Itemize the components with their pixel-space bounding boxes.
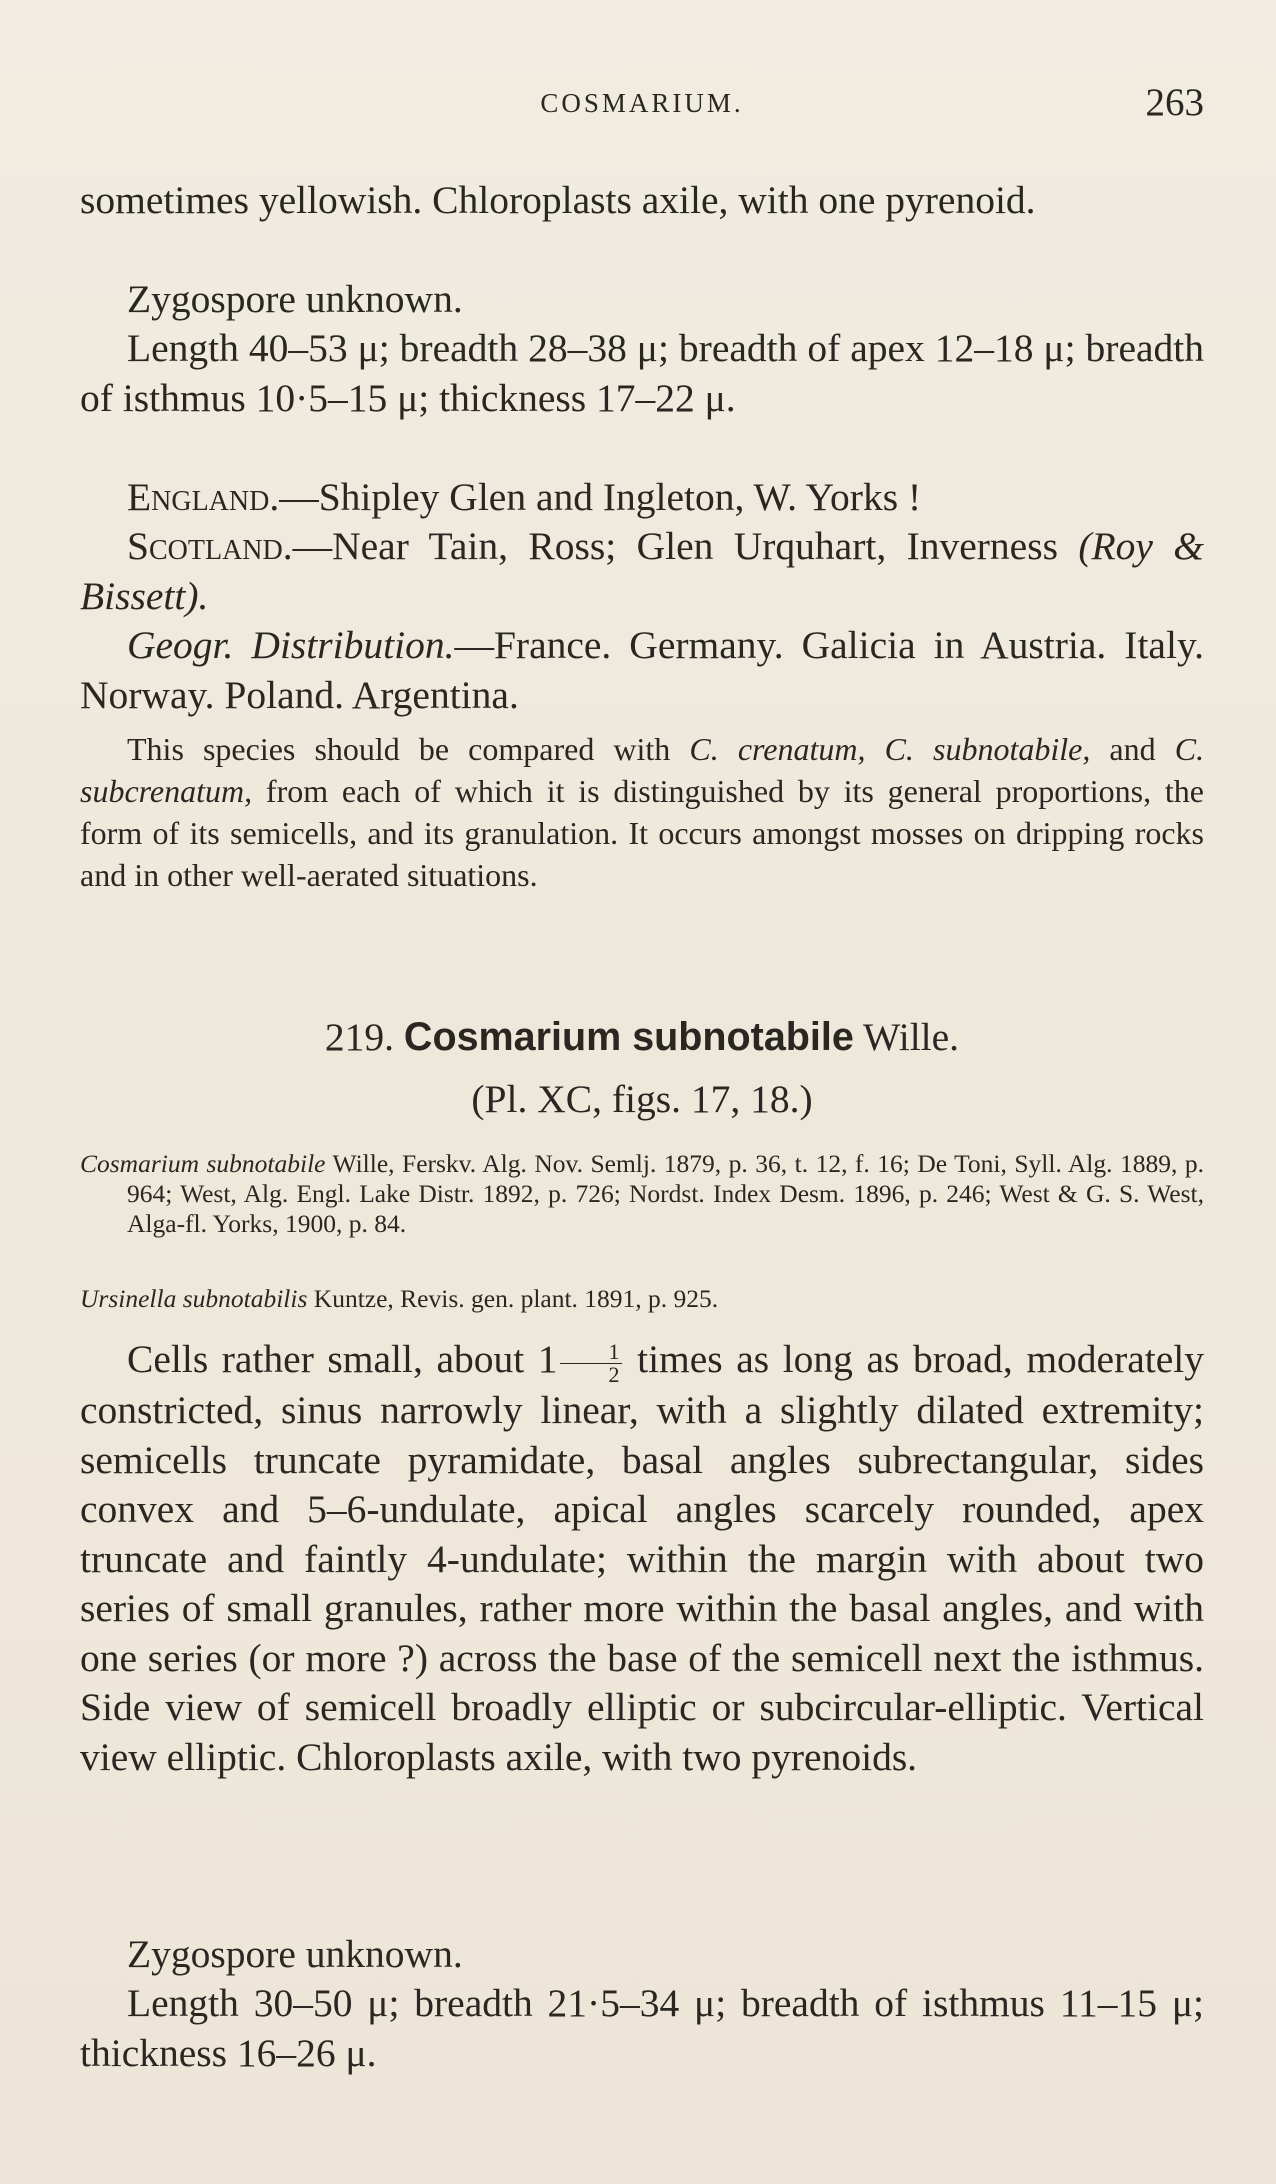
synonym-citation: Wille, Ferskv. Alg. Nov. Semlj. 1879, p. 36, t. 12, f. 16; De Toni, Syll. Alg. 1889, p. 964; West, Alg. Engl. Lake Distr. 1892, p. 726; Nordst. Index Desm. 1896, p. 246; West & G. S. West, Alga-fl. Yorks, 1900, p. 84. (127, 1149, 1204, 1238)
fraction-denominator: 2 (608, 1362, 620, 1387)
comparison-note (80, 728, 1204, 896)
note-taxa-2: C. subcrenatum, (80, 731, 1205, 809)
species-description (80, 1335, 1204, 1782)
zygospore-text: Zygospore unknown. (127, 277, 463, 321)
description-end-text: sometimes yellowish. Chloroplasts axile, with one pyrenoid. (80, 178, 1036, 222)
scotland-localities: —Near Tain, Ross; Glen Urquhart, Inverness (292, 524, 1058, 568)
locality-england (80, 473, 1204, 523)
description-continuation (80, 176, 1204, 226)
species-number: 219. (324, 1015, 395, 1059)
geographical-distribution (80, 621, 1204, 720)
species-zygospore-note (80, 1930, 1204, 1980)
synonym-entry (80, 1149, 1204, 1239)
synonym-citation: Kuntze, Revis. gen. plant. 1891, p. 925. (313, 1284, 719, 1313)
species-measurements (80, 1979, 1204, 2078)
species-name: Cosmarium subnotabile (403, 1015, 854, 1059)
note-taxa-1: C. crenatum, C. subnotabile, (689, 731, 1091, 767)
scotland-label: Scotland. (127, 524, 293, 568)
species-measurements-text: Length 30–50 μ; breadth 21·5–34 μ; breadth of isthmus 11–15 μ; thickness 16–26 μ. (80, 1981, 1204, 2075)
plate-reference: (Pl. XC, figs. 17, 18.) (471, 1077, 813, 1121)
note-text-b: and (1109, 731, 1156, 767)
fraction-numerator: 1 (560, 1341, 622, 1364)
running-title: COSMARIUM. (540, 88, 744, 118)
locality-scotland (80, 522, 1204, 621)
synonym-name: Ursinella subnotabilis (80, 1284, 308, 1313)
scotland-collectors: (Roy & Bissett). (80, 524, 1204, 618)
geogr-countries: —France. Germany. Galicia in Austria. Italy. Norway. Poland. Argentina. (80, 623, 1205, 717)
note-text-a: This species should be compared with (127, 731, 671, 767)
synonym-name: Cosmarium subnotabile (80, 1149, 326, 1178)
description-text-a: Cells rather small, about 1 (127, 1337, 558, 1381)
species-heading (80, 1013, 1204, 1063)
measurements (80, 324, 1204, 423)
description-text-b: times as long as broad, moderately constricted, sinus narrowly linear, with a slightly dilated extremity; semicells truncate pyramidate, basal angles subrectangular, sides convex and 5–6-undulate, apical angles scarcely rounded, apex truncate and faintly 4-undulate; within the margin with about two series of small granules, rather more within the basal angles, and with one series (or more ?) across the base of the semicell next the isthmus. Side view of semicell broadly elliptic or subcircular-elliptic. Vertical view elliptic. Chloroplasts axile, with two pyrenoids. (80, 1337, 1205, 1779)
synonym-entry (80, 1284, 1204, 1314)
measurements-text: Length 40–53 μ; breadth 28–38 μ; breadth of apex 12–18 μ; breadth of isthmus 10·5–15 μ; thickness 17–22 μ. (80, 326, 1204, 420)
geogr-label: Geogr. Distribution. (127, 623, 455, 667)
note-text-c: from each of which it is distinguished by its general proportions, the form of its semicells, and its granulation. It occurs amongst mosses on dripping rocks and in other well-aerated situations. (80, 773, 1204, 893)
species-zygospore-text: Zygospore unknown. (127, 1932, 463, 1976)
species-author: Wille. (863, 1015, 960, 1059)
england-label: England. (127, 475, 280, 519)
page-number: 263 (1145, 81, 1204, 124)
running-head (80, 80, 1204, 130)
fraction-one-half (560, 1341, 622, 1386)
zygospore-note (80, 275, 1204, 325)
england-localities: —Shipley Glen and Ingleton, W. Yorks ! (279, 475, 922, 519)
